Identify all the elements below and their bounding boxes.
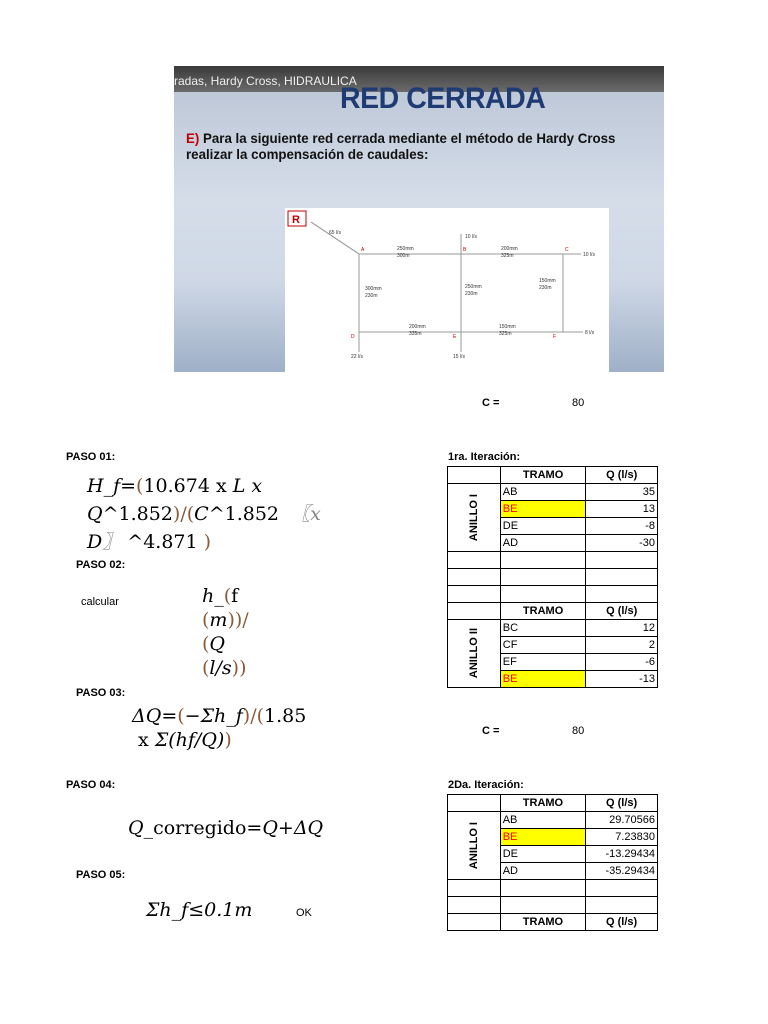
formula-unit-loss: h_(f (m))/ (Q (l/s)) (202, 585, 249, 679)
paso-02-label: PASO 02: (76, 559, 126, 571)
table-row: BE 13 (448, 501, 658, 518)
paso-05-label: PASO 05: (76, 869, 126, 881)
problem-text: Para la siguiente red cerrada mediante el método de Hardy Cross realizar la compensación de caudales: (186, 130, 616, 162)
table-row: CF 2 (448, 637, 658, 654)
svg-text:250mm: 250mm (397, 246, 414, 252)
svg-text:300mm: 300mm (365, 286, 382, 292)
c-value-1: 80 (572, 397, 585, 409)
table-row: DE -8 (448, 518, 658, 535)
iter1-header-q-2: Q (l/s) (586, 603, 658, 620)
c-label-1: C = (482, 397, 500, 409)
formula-convergence: Σh_f≤0.1m (146, 899, 253, 921)
svg-text:200mm: 200mm (501, 246, 518, 252)
svg-text:22 l/s: 22 l/s (351, 354, 363, 360)
ring-cell (448, 484, 501, 552)
network-diagram (285, 208, 609, 372)
iter1-header-tramo: TRAMO (500, 467, 586, 484)
svg-text:230m: 230m (539, 285, 552, 291)
formula-q-corrected: Q_corregido=Q+ΔQ (128, 817, 324, 839)
c-value-2: 80 (572, 725, 585, 737)
svg-text:B: B (463, 247, 467, 253)
c-label-2: C = (482, 725, 500, 737)
table-row: BE 7.23830 (448, 829, 658, 846)
svg-text:15 l/s: 15 l/s (453, 354, 465, 360)
video-title: radas, Hardy Cross, HIDRAULICA (174, 74, 357, 88)
problem-statement (186, 130, 633, 162)
table-row: DE -13.29434 (448, 846, 658, 863)
convergence-ok: OK (296, 907, 312, 919)
ring-label-1: ANILLO I (467, 493, 480, 542)
formula-head-loss: H_f=(10.674 x L x Q^1.852)/(C^1.852 〖x D〗 ^4.871 ) (87, 475, 321, 553)
svg-text:F: F (553, 334, 557, 340)
paso-02-text: calcular (81, 596, 119, 608)
table-row: BE -13 (448, 671, 658, 688)
ring-cell (448, 812, 501, 880)
iter1-header-tramo-2: TRAMO (500, 603, 586, 620)
problem-letter: E) (186, 130, 200, 146)
ring-cell (448, 620, 501, 688)
svg-text:300m: 300m (397, 253, 410, 259)
svg-text:200mm: 200mm (409, 324, 426, 330)
svg-text:250mm: 250mm (465, 284, 482, 290)
paso-03-label: PASO 03: (76, 687, 126, 699)
svg-text:D: D (351, 334, 355, 340)
slide-title: RED CERRADA (340, 82, 546, 115)
ring-label-2: ANILLO II (467, 628, 480, 679)
svg-text:325m: 325m (499, 331, 512, 337)
iter2-header-tramo-2: TRAMO (500, 914, 586, 931)
iter1-header-q: Q (l/s) (586, 467, 658, 484)
svg-text:C: C (565, 247, 569, 253)
table-row: AD -35.29434 (448, 863, 658, 880)
svg-text:230m: 230m (465, 291, 478, 297)
svg-text:E: E (453, 334, 457, 340)
svg-text:325m: 325m (501, 253, 514, 259)
iter2-header-q: Q (l/s) (586, 795, 658, 812)
table-row: ANILLO I AB 35 (448, 484, 658, 501)
diagram-badge: R (292, 214, 300, 226)
svg-text:10 l/s: 10 l/s (583, 252, 595, 258)
video-screenshot (174, 66, 664, 372)
iter2-header-tramo: TRAMO (500, 795, 586, 812)
svg-text:10 l/s: 10 l/s (465, 234, 477, 240)
formula-delta-q: ΔQ=(−Σh_f)/(1.85 x Σ(hf/Q)) (132, 705, 307, 751)
ring-label-iter2: ANILLO I (467, 821, 480, 870)
iter1-table (447, 466, 658, 688)
svg-text:150mm: 150mm (539, 278, 556, 284)
svg-text:8 l/s: 8 l/s (585, 330, 595, 336)
svg-text:335m: 335m (409, 331, 422, 337)
table-row: ANILLO II BC 12 (448, 620, 658, 637)
table-row: ANILLO I AB 29.70566 (448, 812, 658, 829)
iter1-title: 1ra. Iteración: (448, 451, 521, 463)
paso-01-label: PASO 01: (66, 451, 116, 463)
svg-text:230m: 230m (365, 293, 378, 299)
iter2-table (447, 794, 658, 931)
svg-text:150mm: 150mm (499, 324, 516, 330)
svg-text:A: A (361, 247, 365, 253)
table-row: AD -30 (448, 535, 658, 552)
paso-04-label: PASO 04: (66, 779, 116, 791)
network-diagram-svg (285, 208, 609, 372)
iter2-title: 2Da. Iteración: (448, 779, 524, 791)
table-row: EF -6 (448, 654, 658, 671)
iter2-header-q-2: Q (l/s) (586, 914, 658, 931)
inflow-label: 65 l/s (329, 230, 341, 236)
